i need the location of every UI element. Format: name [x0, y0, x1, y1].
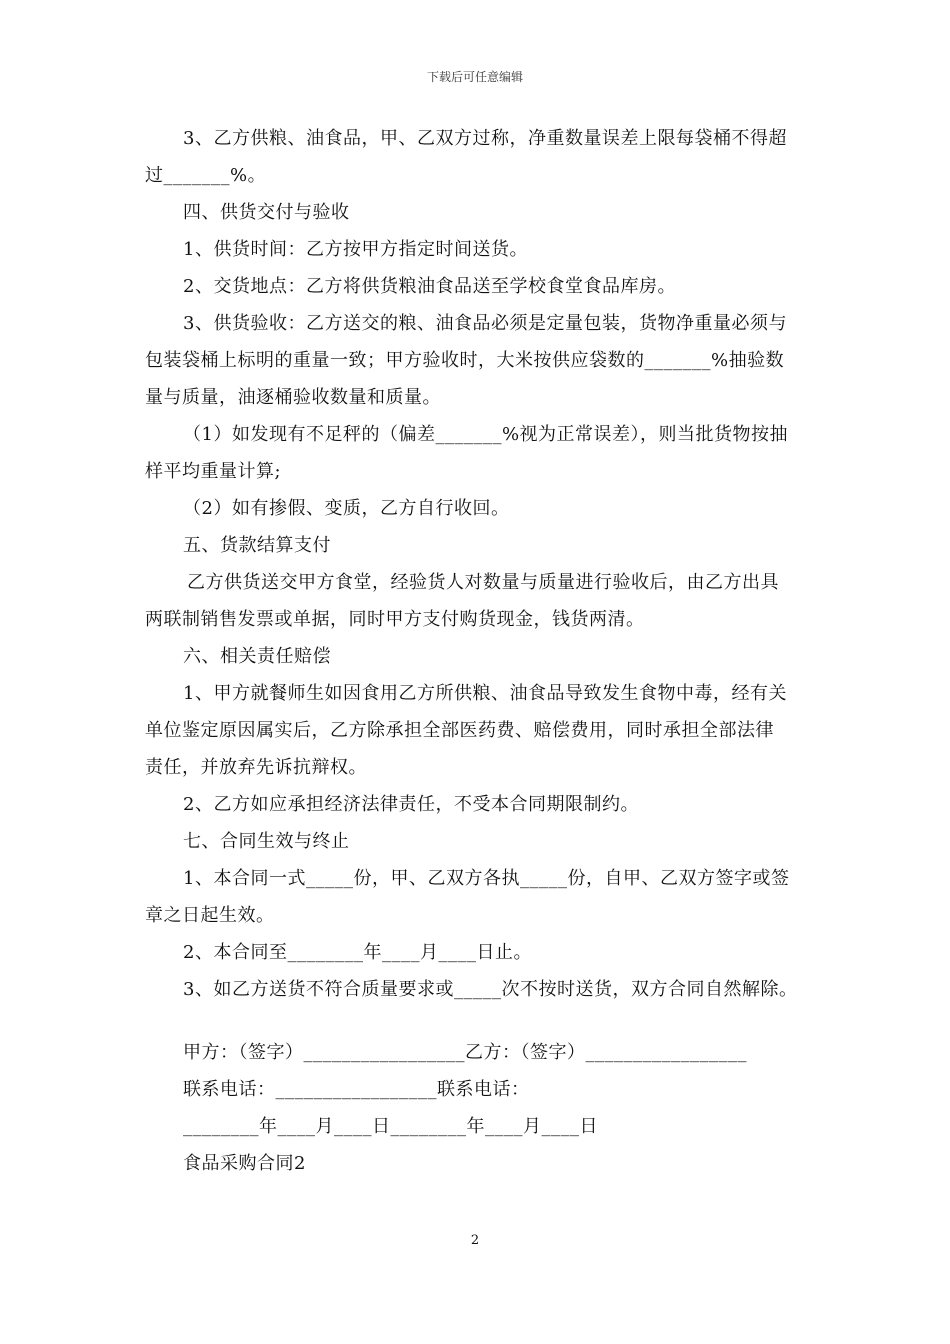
paragraph-line: 3、乙方供粮、油食品，甲、乙双方过称，净重数量误差上限每袋桶不得超 — [183, 128, 787, 149]
paragraph-line: 过_______%。 — [145, 165, 267, 186]
spacer — [145, 1008, 817, 1034]
paragraph-line: 责任，并放弃先诉抗辩权。 — [145, 757, 367, 778]
next-contract-title: 食品采购合同2 — [183, 1153, 306, 1174]
page-number: 2 — [470, 1233, 480, 1248]
section-heading: 五、货款结算支付 — [183, 535, 331, 556]
paragraph-line: 章之日起生效。 — [145, 905, 275, 926]
paragraph-line: （2）如有掺假、变质，乙方自行收回。 — [183, 498, 510, 519]
paragraph-line: 1、供货时间：乙方按甲方指定时间送货。 — [183, 239, 528, 260]
paragraph-line: （1）如发现有不足秤的（偏差_______%视为正常误差），则当批货物按抽 — [183, 424, 789, 445]
paragraph-line: 2、本合同至________年____月____日止。 — [183, 942, 532, 963]
paragraph-line: 量与质量，油逐桶验收数量和质量。 — [145, 387, 441, 408]
paragraph-line: 2、乙方如应承担经济法律责任，不受本合同期限制约。 — [183, 794, 639, 815]
contact-line: 联系电话：_________________联系电话： — [183, 1079, 530, 1100]
paragraph-line: 包装袋桶上标明的重量一致；甲方验收时，大米按供应袋数的_______%抽验数 — [145, 350, 785, 371]
section-heading: 七、合同生效与终止 — [183, 831, 350, 852]
paragraph-line: 单位鉴定原因属实后，乙方除承担全部医药费、赔偿费用，同时承担全部法律 — [145, 720, 774, 741]
paragraph-line: 3、供货验收：乙方送交的粮、油食品必须是定量包装，货物净重量必须与 — [183, 313, 787, 334]
paragraph-line: 1、甲方就餐师生如因食用乙方所供粮、油食品导致发生食物中毒，经有关 — [183, 683, 787, 704]
paragraph-line: 乙方供货送交甲方食堂，经验货人对数量与质量进行验收后，由乙方出具 — [187, 572, 779, 593]
section-heading: 六、相关责任赔偿 — [183, 646, 331, 667]
paragraph-line: 3、如乙方送货不符合质量要求或_____次不按时送货，双方合同自然解除。 — [183, 979, 798, 1000]
date-line: ________年____月____日________年____月____日 — [183, 1116, 598, 1137]
paragraph-line: 2、交货地点：乙方将供货粮油食品送至学校食堂食品库房。 — [183, 276, 676, 297]
paragraph-line: 1、本合同一式_____份，甲、乙双方各执_____份，自甲、乙双方签字或签 — [183, 868, 790, 889]
page-header: 下载后可任意编辑 — [426, 70, 523, 84]
document-body — [145, 120, 817, 1182]
signature-line: 甲方：（签字）_________________乙方：（签字）_________________ — [183, 1042, 747, 1063]
section-heading: 四、供货交付与验收 — [183, 202, 350, 223]
paragraph-line: 两联制销售发票或单据，同时甲方支付购货现金，钱货两清。 — [145, 609, 645, 630]
paragraph-line: 样平均重量计算; — [145, 461, 282, 482]
